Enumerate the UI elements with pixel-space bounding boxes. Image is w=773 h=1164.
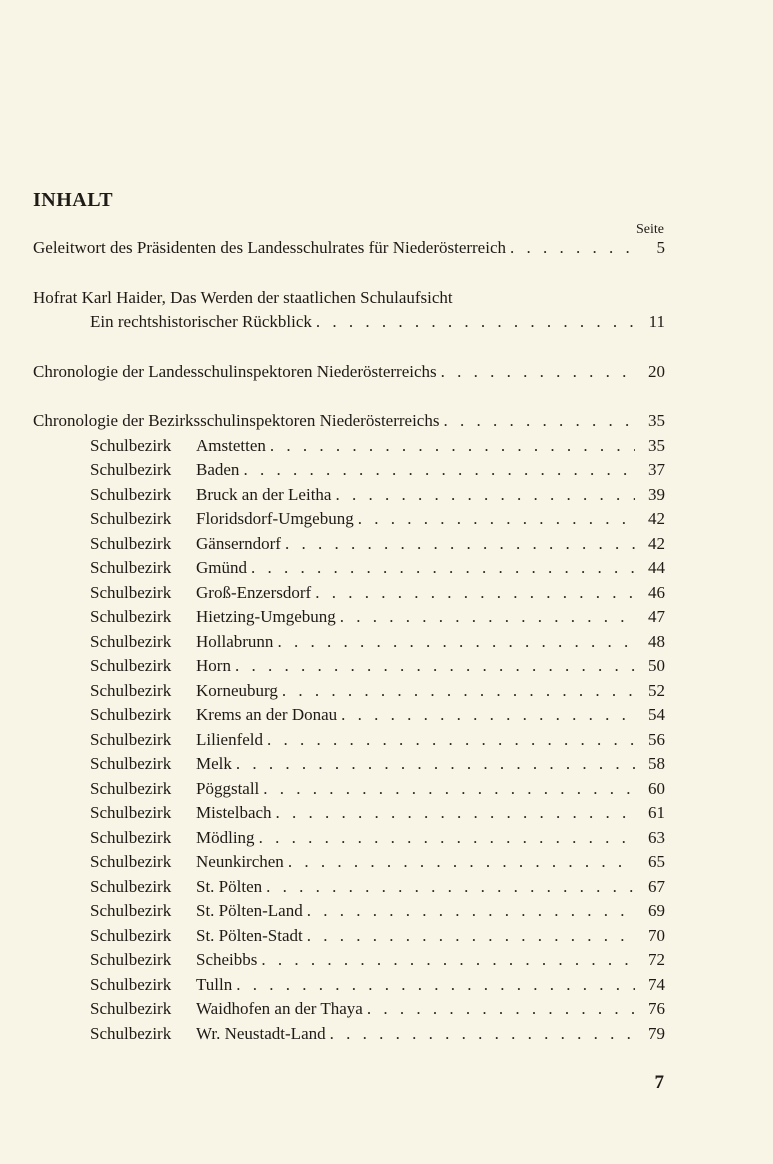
district-prefix: Schulbezirk — [90, 925, 172, 945]
district-prefix: Schulbezirk — [90, 974, 172, 994]
toc-district-label — [90, 948, 257, 973]
toc-district-label — [90, 924, 303, 949]
toc-entry-subtitle: Ein rechtshistorischer Rückblick — [90, 312, 312, 331]
dot-leader — [315, 581, 635, 606]
toc-district-label — [90, 875, 262, 900]
toc-entry-page: 47 — [648, 607, 665, 626]
district-name: Baden — [196, 460, 240, 479]
toc-district-label — [90, 850, 284, 875]
dot-leader — [330, 1022, 635, 1047]
dot-leader — [277, 630, 635, 655]
toc-entry-page: 52 — [648, 680, 665, 700]
dot-leader — [307, 899, 635, 924]
toc-district-entry — [33, 483, 665, 508]
toc-entry-page: 44 — [648, 558, 665, 577]
district-list — [33, 434, 665, 1047]
toc-district-label — [90, 483, 331, 508]
toc-entry-page: 63 — [648, 827, 665, 847]
toc-district-label — [90, 458, 239, 483]
dot-leader — [510, 236, 635, 261]
district-name: Hollabrunn — [196, 631, 274, 651]
district-name: Lilienfeld — [196, 729, 264, 749]
dot-leader — [288, 850, 635, 875]
toc-district-entry — [33, 458, 665, 483]
district-prefix: Schulbezirk — [90, 950, 172, 969]
district-name: St. Pölten — [196, 876, 263, 896]
toc-district-entry — [33, 532, 665, 557]
toc-entry-page: 50 — [648, 656, 665, 675]
toc-district-label — [90, 434, 266, 459]
district-prefix: Schulbezirk — [90, 484, 172, 504]
toc-district-entry — [33, 752, 665, 777]
district-name: Amstetten — [196, 435, 266, 455]
toc-district-entry — [33, 507, 665, 532]
dot-leader — [261, 948, 635, 973]
toc-district-label — [90, 630, 273, 655]
toc-district-entry — [33, 703, 665, 728]
dot-leader — [443, 409, 635, 434]
toc-entry-page: 69 — [648, 901, 665, 920]
district-prefix: Schulbezirk — [90, 582, 172, 602]
district-prefix: Schulbezirk — [90, 680, 172, 700]
toc-district-entry — [33, 728, 665, 753]
toc-district-entry — [33, 948, 665, 973]
district-name: Mistelbach — [196, 803, 272, 822]
district-name: Gmünd — [196, 558, 247, 577]
toc-district-label — [90, 581, 311, 606]
dot-leader — [341, 703, 635, 728]
toc-district-label — [90, 777, 259, 802]
district-name: Krems an der Donau — [196, 705, 338, 724]
toc-district-label — [90, 752, 232, 777]
district-prefix: Schulbezirk — [90, 754, 172, 773]
dot-leader — [236, 752, 635, 777]
district-prefix: Schulbezirk — [90, 460, 172, 479]
district-prefix: Schulbezirk — [90, 607, 172, 626]
dot-leader — [335, 483, 635, 508]
toc-district-entry — [33, 850, 665, 875]
toc-district-label — [90, 899, 303, 924]
toc-entry-label: Geleitwort des Präsidenten des Landesschulrates für Niederösterreich — [33, 238, 506, 257]
district-name: Neunkirchen — [196, 852, 284, 871]
dot-leader — [259, 826, 635, 851]
toc-entry-page: 37 — [648, 460, 665, 479]
dot-leader — [307, 924, 635, 949]
district-prefix: Schulbezirk — [90, 901, 172, 920]
dot-leader — [441, 360, 635, 385]
toc-entry-page: 61 — [648, 803, 665, 822]
dot-leader — [270, 434, 635, 459]
district-name: Korneuburg — [196, 680, 278, 700]
toc-entry-page: 35 — [648, 435, 665, 455]
toc-district-entry — [33, 801, 665, 826]
toc-district-label — [90, 997, 363, 1022]
district-name: St. Pölten-Land — [196, 901, 303, 920]
toc-entry-bezirksschulinspektoren — [33, 409, 665, 434]
dot-leader — [285, 532, 635, 557]
dot-leader — [367, 997, 635, 1022]
toc-district-entry — [33, 605, 665, 630]
toc-district-entry — [33, 679, 665, 704]
dot-leader — [266, 875, 635, 900]
toc-district-label — [90, 703, 337, 728]
table-of-contents — [33, 236, 665, 1046]
page-number: 7 — [654, 1072, 664, 1093]
toc-entry-page: 46 — [648, 582, 665, 602]
toc-entry-geleitwort — [33, 236, 665, 261]
toc-district-label — [90, 556, 247, 581]
toc-entry-page: 20 — [648, 361, 665, 381]
district-name: Wr. Neustadt-Land — [196, 1023, 326, 1043]
toc-district-entry — [33, 654, 665, 679]
toc-entry-page: 5 — [656, 238, 665, 257]
district-name: Floridsdorf-Umgebung — [196, 509, 354, 528]
toc-district-entry — [33, 777, 665, 802]
toc-entry-haider-continuation — [33, 310, 665, 335]
toc-entry-page: 11 — [648, 312, 665, 331]
toc-district-label — [90, 679, 278, 704]
district-name: St. Pölten-Stadt — [196, 925, 303, 945]
toc-entry-page: 42 — [648, 509, 665, 528]
district-prefix: Schulbezirk — [90, 999, 172, 1018]
toc-district-label — [90, 605, 336, 630]
toc-entry-label: Chronologie der Bezirksschulinspektoren Niederösterreichs — [33, 411, 440, 430]
toc-entry-page: 58 — [648, 754, 665, 773]
dot-leader — [276, 801, 635, 826]
district-name: Gänserndorf — [196, 533, 281, 553]
toc-district-label — [90, 728, 263, 753]
district-prefix: Schulbezirk — [90, 876, 172, 896]
dot-leader — [263, 777, 635, 802]
toc-district-entry — [33, 899, 665, 924]
district-prefix: Schulbezirk — [90, 803, 172, 822]
district-prefix: Schulbezirk — [90, 435, 172, 455]
toc-district-entry — [33, 581, 665, 606]
district-name: Waidhofen an der Thaya — [196, 999, 363, 1018]
toc-district-label — [90, 1022, 326, 1047]
toc-entry-label: Chronologie der Landesschulinspektoren Niederösterreichs — [33, 361, 437, 381]
toc-district-entry — [33, 924, 665, 949]
toc-district-entry — [33, 1022, 665, 1047]
district-name: Bruck an der Leitha — [196, 484, 332, 504]
toc-entry-haider — [33, 286, 665, 311]
toc-entry-page: 54 — [648, 705, 665, 724]
district-prefix: Schulbezirk — [90, 729, 172, 749]
toc-district-label — [90, 532, 281, 557]
district-name: Horn — [196, 656, 231, 675]
toc-entry-page: 74 — [648, 974, 665, 994]
district-prefix: Schulbezirk — [90, 852, 172, 871]
toc-district-label — [90, 826, 255, 851]
district-prefix: Schulbezirk — [90, 705, 172, 724]
dot-leader — [251, 556, 635, 581]
district-prefix: Schulbezirk — [90, 656, 172, 675]
district-name: Scheibbs — [196, 950, 258, 969]
district-name: Hietzing-Umgebung — [196, 607, 336, 626]
toc-district-entry — [33, 973, 665, 998]
district-name: Groß-Enzersdorf — [196, 582, 312, 602]
district-prefix: Schulbezirk — [90, 778, 172, 798]
toc-entry-landesschulinspektoren — [33, 360, 665, 385]
toc-entry-page: 70 — [648, 925, 665, 945]
toc-entry-page: 35 — [648, 411, 665, 430]
toc-district-entry — [33, 434, 665, 459]
dot-leader — [236, 973, 635, 998]
toc-entry-page: 60 — [648, 778, 665, 798]
district-prefix: Schulbezirk — [90, 558, 172, 577]
district-prefix: Schulbezirk — [90, 533, 172, 553]
dot-leader — [340, 605, 635, 630]
toc-entry-page: 39 — [648, 484, 665, 504]
district-prefix: Schulbezirk — [90, 509, 172, 528]
toc-entry-label: Hofrat Karl Haider, Das Werden der staatlichen Schulaufsicht — [33, 287, 453, 307]
toc-district-entry — [33, 997, 665, 1022]
toc-entry-page: 48 — [648, 631, 665, 651]
district-prefix: Schulbezirk — [90, 1023, 172, 1043]
district-name: Melk — [196, 754, 232, 773]
toc-entry-page: 76 — [648, 999, 665, 1018]
district-prefix: Schulbezirk — [90, 827, 172, 847]
toc-district-label — [90, 801, 272, 826]
page-heading: INHALT — [33, 189, 114, 211]
dot-leader — [243, 458, 635, 483]
toc-entry-page: 67 — [648, 876, 665, 896]
dot-leader — [358, 507, 635, 532]
toc-district-label — [90, 654, 231, 679]
toc-district-entry — [33, 826, 665, 851]
dot-leader — [267, 728, 635, 753]
toc-entry-page: 42 — [648, 533, 665, 553]
district-name: Mödling — [196, 827, 255, 847]
district-prefix: Schulbezirk — [90, 631, 172, 651]
toc-district-entry — [33, 556, 665, 581]
toc-entry-page: 65 — [648, 852, 665, 871]
toc-district-label — [90, 507, 354, 532]
toc-district-label — [90, 973, 232, 998]
toc-entry-page: 56 — [648, 729, 665, 749]
toc-district-entry — [33, 630, 665, 655]
toc-district-entry — [33, 875, 665, 900]
toc-entry-page: 72 — [648, 950, 665, 969]
dot-leader — [235, 654, 635, 679]
page-column-header: Seite — [636, 222, 664, 237]
district-name: Tulln — [196, 974, 233, 994]
toc-entry-page: 79 — [648, 1023, 665, 1043]
dot-leader — [316, 310, 635, 335]
dot-leader — [282, 679, 635, 704]
district-name: Pöggstall — [196, 778, 260, 798]
